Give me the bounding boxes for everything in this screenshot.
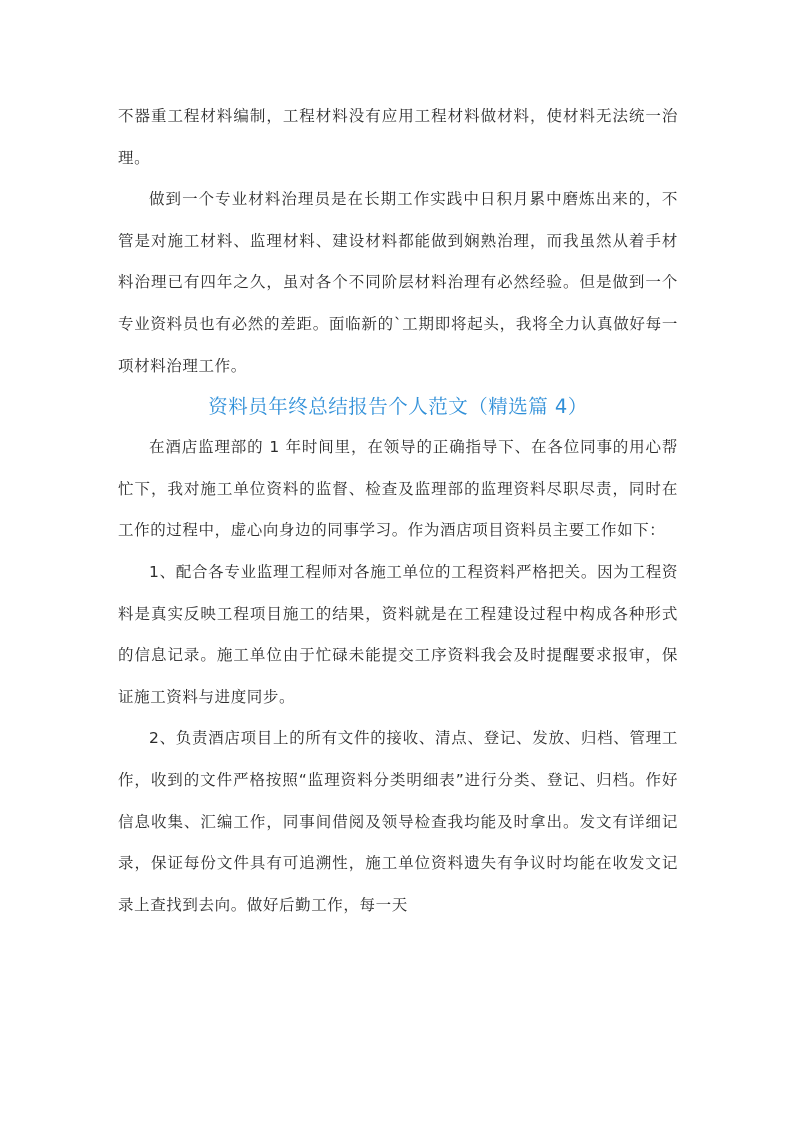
paragraph-item-1: 1、配合各专业监理工程师对各施工单位的工程资料严格把关。因为工程资料是真实反映工程项目施工的结果，资料就是在工程建设过程中构成各种形式的信息记录。施工单位由于忙碌未能提交工序资料我会及时提醒要求报审，保证施工资料与进度同步。 — [118, 562, 678, 706]
paragraph-continuation: 不器重工程材料编制，工程材料没有应用工程材料做材料，使材料无法统一治理。 — [118, 107, 678, 167]
document-body — [118, 96, 678, 926]
paragraph-item-2: 2、负责酒店项目上的所有文件的接收、清点、登记、发放、归档、管理工作，收到的文件严格按照“监理资料分类明细表”进行分类、登记、归档。作好信息收集、汇编工作，同事间借阅及领导检查我均能及时拿出。发文有详细记录，保证每份文件具有可追溯性，施工单位资料遗失有争议时均能在收发文记录上查找到去向。做好后勤工作，每一天 — [118, 729, 678, 914]
section-title: 资料员年终总结报告个人范文（精选篇 4） — [208, 395, 588, 419]
paragraph-intro: 在酒店监理部的 1 年时间里，在领导的正确指导下、在各位同事的用心帮忙下，我对施工单位资料的监督、检查及监理部的监理资料尽职尽责，同时在工作的过程中，虚心向身边的同事学习。作为酒店项目资料员主要工作如下： — [118, 438, 678, 540]
paragraph-experience: 做到一个专业材料治理员是在长期工作实践中日积月累中磨炼出来的，不管是对施工材料、监理材料、建设材料都能做到娴熟治理，而我虽然从着手材料治理已有四年之久，虽对各个不同阶层材料治理有必然经验。但是做到一个专业资料员也有必然的差距。面临新的`工期即将起头，我将全力认真做好每一项材料治理工作。 — [118, 190, 678, 375]
